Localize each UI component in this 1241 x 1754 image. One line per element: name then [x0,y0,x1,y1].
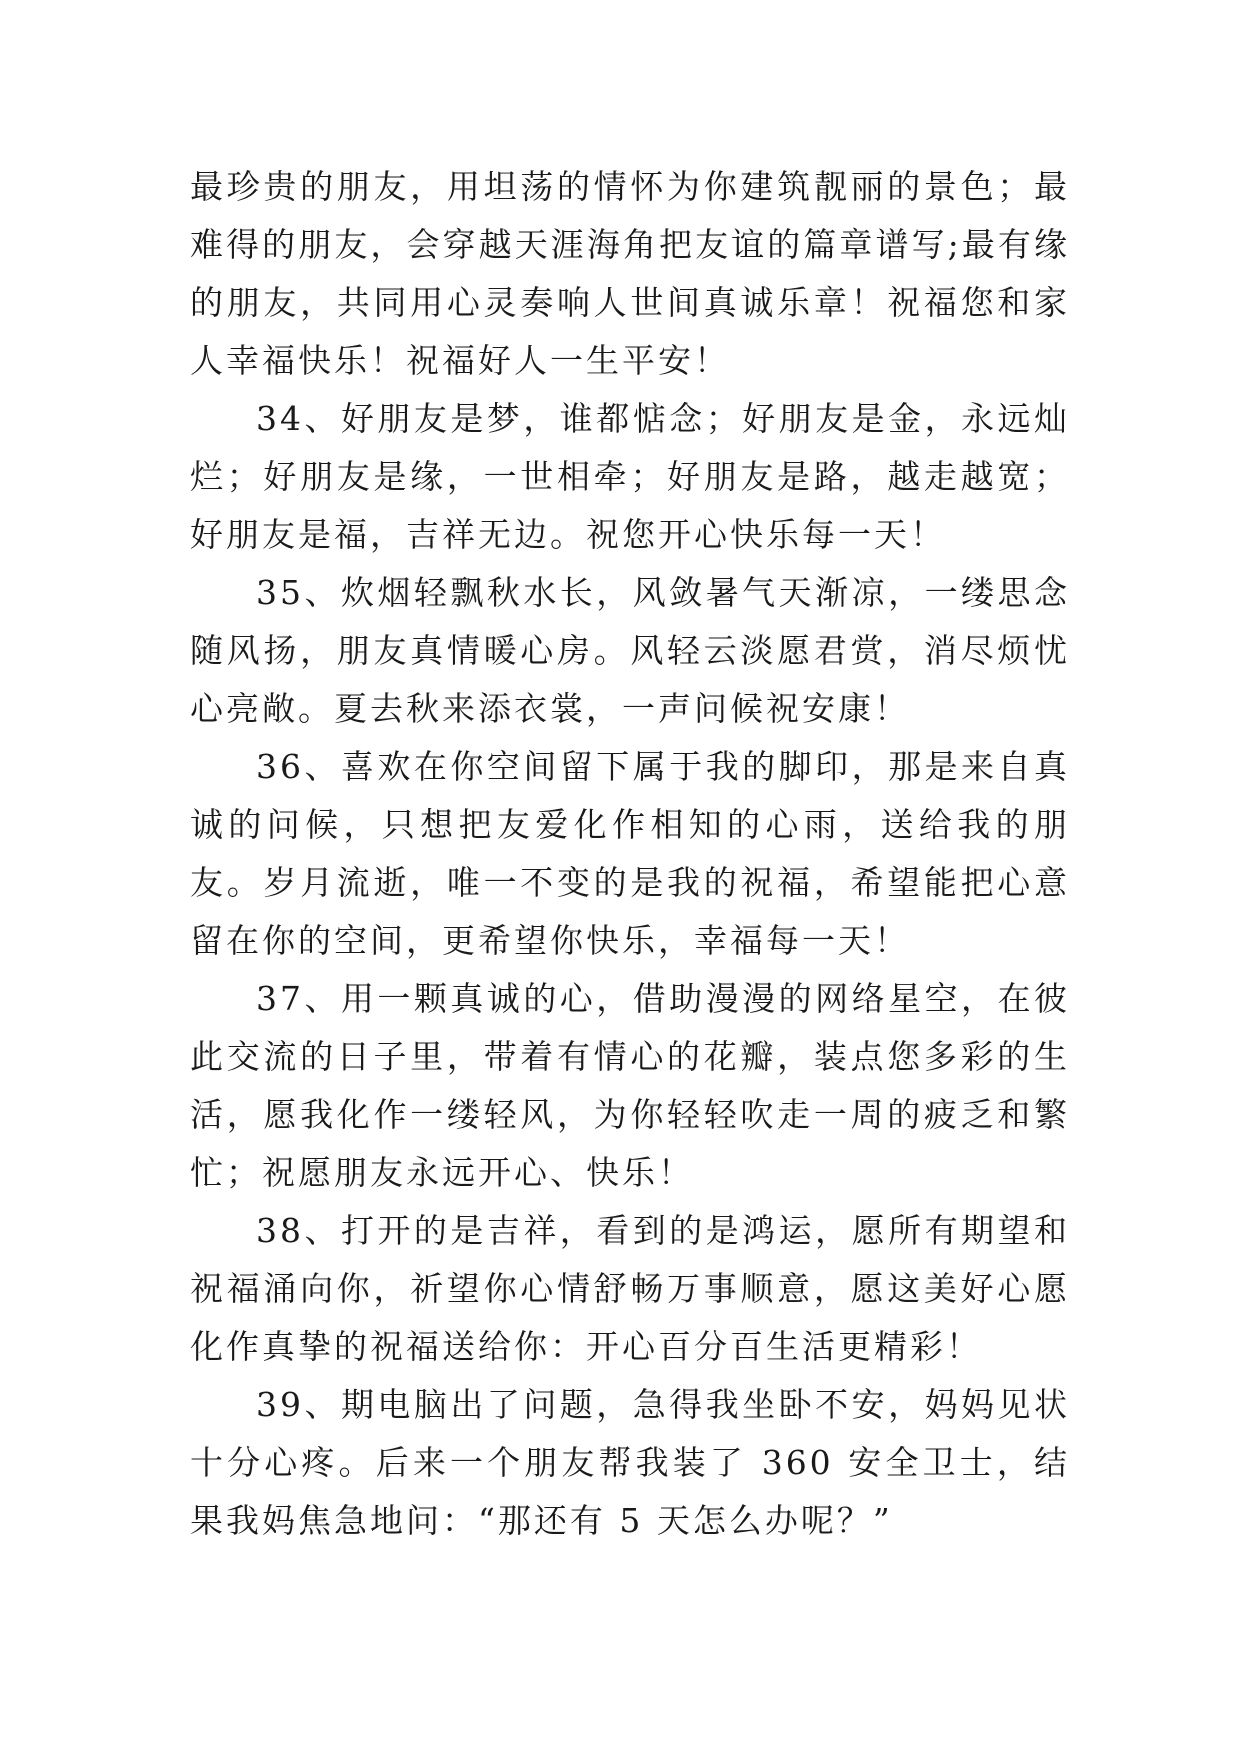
paragraph-34: 34、好朋友是梦，谁都惦念；好朋友是金，永远灿烂；好朋友是缘，一世相牵；好朋友是路，越走越宽；好朋友是福，吉祥无边。祝您开心快乐每一天！ [190,399,1070,554]
paragraph-39: 39、期电脑出了问题，急得我坐卧不安，妈妈见状十分心疼。后来一个朋友帮我装了 360 安全卫士，结果我妈焦急地问：“那还有 5 天怎么办呢？” [190,1385,1070,1540]
paragraph-37: 37、用一颗真诚的心，借助漫漫的网络星空，在彼此交流的日子里，带着有情心的花瓣，装点您多彩的生活，愿我化作一缕轻风，为你轻轻吹走一周的疲乏和繁忙；祝愿朋友永远开心、快乐！ [190,979,1070,1192]
paragraph-35: 35、炊烟轻飘秋水长，风敛暑气天渐凉，一缕思念随风扬，朋友真情暖心房。风轻云淡愿君赏，消尽烦忧心亮敞。夏去秋来添衣裳，一声问候祝安康！ [190,573,1070,728]
paragraph-36: 36、喜欢在你空间留下属于我的脚印，那是来自真诚的问候，只想把友爱化作相知的心雨，送给我的朋友。岁月流逝，唯一不变的是我的祝福，希望能把心意留在你的空间，更希望你快乐，幸福每一天！ [190,747,1070,960]
paragraph-continuation: 最珍贵的朋友，用坦荡的情怀为你建筑靓丽的景色；最难得的朋友，会穿越天涯海角把友谊的篇章谱写;最有缘的朋友，共同用心灵奏响人世间真诚乐章！祝福您和家人幸福快乐！祝福好人一生平安！ [190,167,1070,380]
document-body [190,158,1070,1550]
paragraph-38: 38、打开的是吉祥，看到的是鸿运，愿所有期望和祝福涌向你，祈望你心情舒畅万事顺意，愿这美好心愿化作真挚的祝福送给你：开心百分百生活更精彩！ [190,1211,1070,1366]
